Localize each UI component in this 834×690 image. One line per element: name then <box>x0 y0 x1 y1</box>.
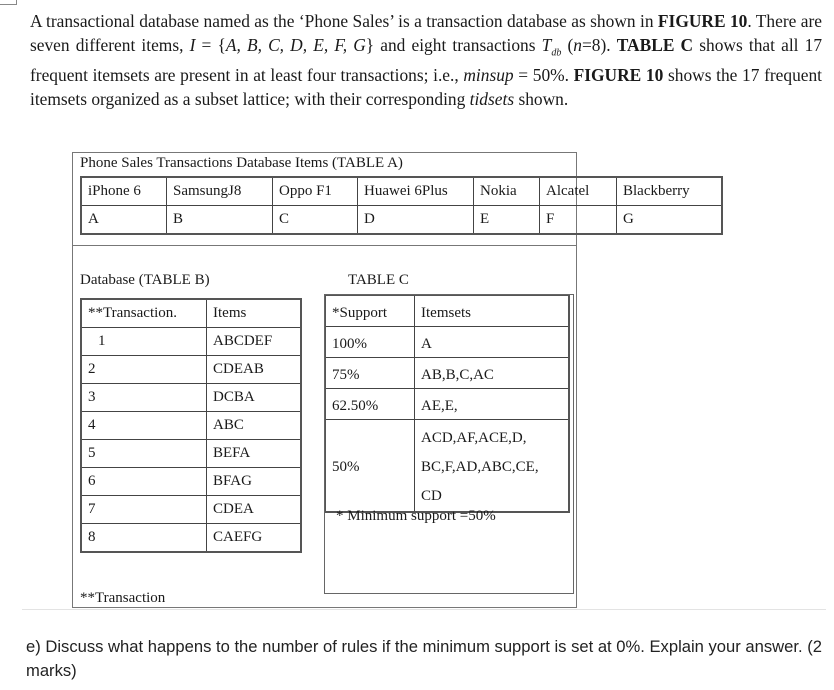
table-cell: SamsungJ8 <box>167 177 273 206</box>
table-row: 50% ACD,AF,ACE,D, BC,F,AD,ABC,CE, CD <box>325 420 569 513</box>
table-b <box>80 298 302 553</box>
table-row: 2 CDEAB <box>81 356 301 384</box>
table-cell: C <box>273 206 358 235</box>
figure-ref: FIGURE 10 <box>573 65 664 86</box>
table-cell: Nokia <box>474 177 540 206</box>
table-header-cell: *Support <box>325 295 415 327</box>
table-row: 100% A <box>325 327 569 358</box>
divider <box>22 609 826 610</box>
table-row: 4 ABC <box>81 412 301 440</box>
table-row: 7 CDEA <box>81 496 301 524</box>
table-header-cell: **Transaction. <box>81 299 207 328</box>
table-a <box>80 176 723 235</box>
page-corner-mark <box>0 0 17 5</box>
table-cell: Oppo F1 <box>273 177 358 206</box>
table-cell: Alcatel <box>540 177 617 206</box>
table-cell: A <box>81 206 167 235</box>
table-header-cell: Itemsets <box>415 295 570 327</box>
table-row: 8 CAEFG <box>81 524 301 553</box>
table-row: 75% AB,B,C,AC <box>325 358 569 389</box>
table-a-title: Phone Sales Transactions Database Items (TABLE A) <box>80 155 403 171</box>
table-header-cell: Items <box>207 299 302 328</box>
problem-paragraph: A transactional database named as the ‘Phone Sales’ is a transaction database as shown in FIGURE 10. There are seven different items, I = {A, B, C, D, E, F, G} and eight transactions $T_{db}$ (n=8). TABLE C shows that all 17 frequent itemsets are present in at least four transactions; i.e., minsup = 50%. FIGURE 10 shows the 17 frequent itemsets organized as a subset lattice; with their corresponding tidsets shown. <box>30 11 823 109</box>
table-a-header-row <box>81 177 722 206</box>
table-row: 6 BFAG <box>81 468 301 496</box>
table-b-footnote: **Transaction <box>80 590 166 606</box>
question-text: e) Discuss what happens to the number of rules if the minimum support is set at 0%. Explain your answer. (2 marks) <box>26 637 822 680</box>
table-b-title: Database (TABLE B) <box>80 272 210 288</box>
table-cell: F <box>540 206 617 235</box>
table-cell: Blackberry <box>617 177 723 206</box>
table-c-footnote: * Minimum support =50% <box>336 508 496 524</box>
table-cell: E <box>474 206 540 235</box>
table-cell: D <box>358 206 474 235</box>
table-a-code-row <box>81 206 722 235</box>
table-row: 1 ABCDEF <box>81 328 301 356</box>
table-row: 62.50% AE,E, <box>325 389 569 420</box>
figure-ref: FIGURE 10 <box>657 11 748 31</box>
table-cell: iPhone 6 <box>81 177 167 206</box>
table-row: 3 DCBA <box>81 384 301 412</box>
table-cell: G <box>617 206 723 235</box>
table-b-header-row <box>81 299 301 328</box>
table-ref: TABLE C <box>616 34 694 55</box>
figure-10 <box>72 152 690 608</box>
table-row: 5 BEFA <box>81 440 301 468</box>
table-cell: Huawei 6Plus <box>358 177 474 206</box>
table-c-title: TABLE C <box>348 272 409 288</box>
table-cell: B <box>167 206 273 235</box>
table-c-outer-frame <box>324 294 574 594</box>
